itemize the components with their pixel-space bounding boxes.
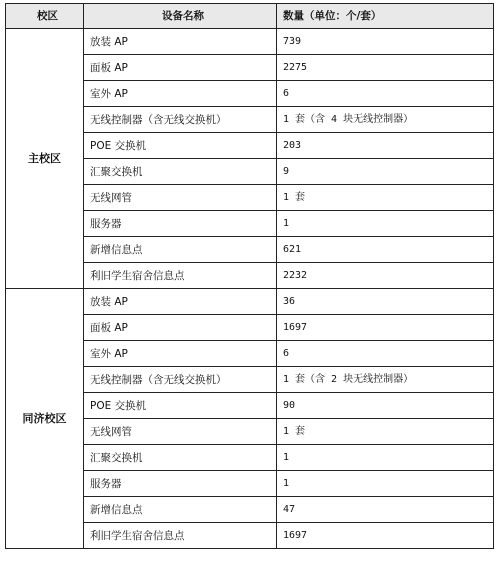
device-cell: 新增信息点 xyxy=(84,497,277,523)
device-cell: 无线网管 xyxy=(84,419,277,445)
device-cell: 新增信息点 xyxy=(84,237,277,263)
table-row xyxy=(6,289,494,315)
device-cell: 室外 AP xyxy=(84,341,277,367)
quantity-cell: 47 xyxy=(277,497,494,523)
device-cell: 放装 AP xyxy=(84,289,277,315)
quantity-cell: 9 xyxy=(277,159,494,185)
quantity-cell: 1 xyxy=(277,471,494,497)
device-cell: 放装 AP xyxy=(84,29,277,55)
quantity-cell: 203 xyxy=(277,133,494,159)
campus-cell: 主校区 xyxy=(6,29,84,289)
quantity-cell: 739 xyxy=(277,29,494,55)
device-cell: 利旧学生宿舍信息点 xyxy=(84,523,277,549)
device-cell: 无线网管 xyxy=(84,185,277,211)
quantity-cell: 6 xyxy=(277,81,494,107)
header-quantity: 数量（单位：个/套） xyxy=(277,4,494,29)
quantity-cell: 36 xyxy=(277,289,494,315)
device-cell: 汇聚交换机 xyxy=(84,445,277,471)
header-device: 设备名称 xyxy=(84,4,277,29)
quantity-cell: 1 xyxy=(277,445,494,471)
quantity-cell: 90 xyxy=(277,393,494,419)
quantity-cell: 1697 xyxy=(277,523,494,549)
quantity-cell: 621 xyxy=(277,237,494,263)
device-cell: 面板 AP xyxy=(84,55,277,81)
device-cell: POE 交换机 xyxy=(84,133,277,159)
device-cell: 利旧学生宿舍信息点 xyxy=(84,263,277,289)
header-row xyxy=(6,4,494,29)
device-cell: 面板 AP xyxy=(84,315,277,341)
quantity-cell: 2275 xyxy=(277,55,494,81)
header-campus: 校区 xyxy=(6,4,84,29)
equipment-table xyxy=(5,3,494,549)
device-cell: 服务器 xyxy=(84,211,277,237)
device-cell: 室外 AP xyxy=(84,81,277,107)
quantity-cell: 1 套 xyxy=(277,419,494,445)
quantity-cell: 2232 xyxy=(277,263,494,289)
device-cell: 无线控制器（含无线交换机） xyxy=(84,367,277,393)
quantity-cell: 1 套（含 4 块无线控制器） xyxy=(277,107,494,133)
table-row xyxy=(6,29,494,55)
quantity-cell: 1 xyxy=(277,211,494,237)
quantity-cell: 6 xyxy=(277,341,494,367)
device-cell: POE 交换机 xyxy=(84,393,277,419)
device-cell: 服务器 xyxy=(84,471,277,497)
device-cell: 汇聚交换机 xyxy=(84,159,277,185)
quantity-cell: 1 套 xyxy=(277,185,494,211)
quantity-cell: 1 套（含 2 块无线控制器） xyxy=(277,367,494,393)
table-body xyxy=(6,29,494,549)
quantity-cell: 1697 xyxy=(277,315,494,341)
campus-cell: 同济校区 xyxy=(6,289,84,549)
device-cell: 无线控制器（含无线交换机） xyxy=(84,107,277,133)
